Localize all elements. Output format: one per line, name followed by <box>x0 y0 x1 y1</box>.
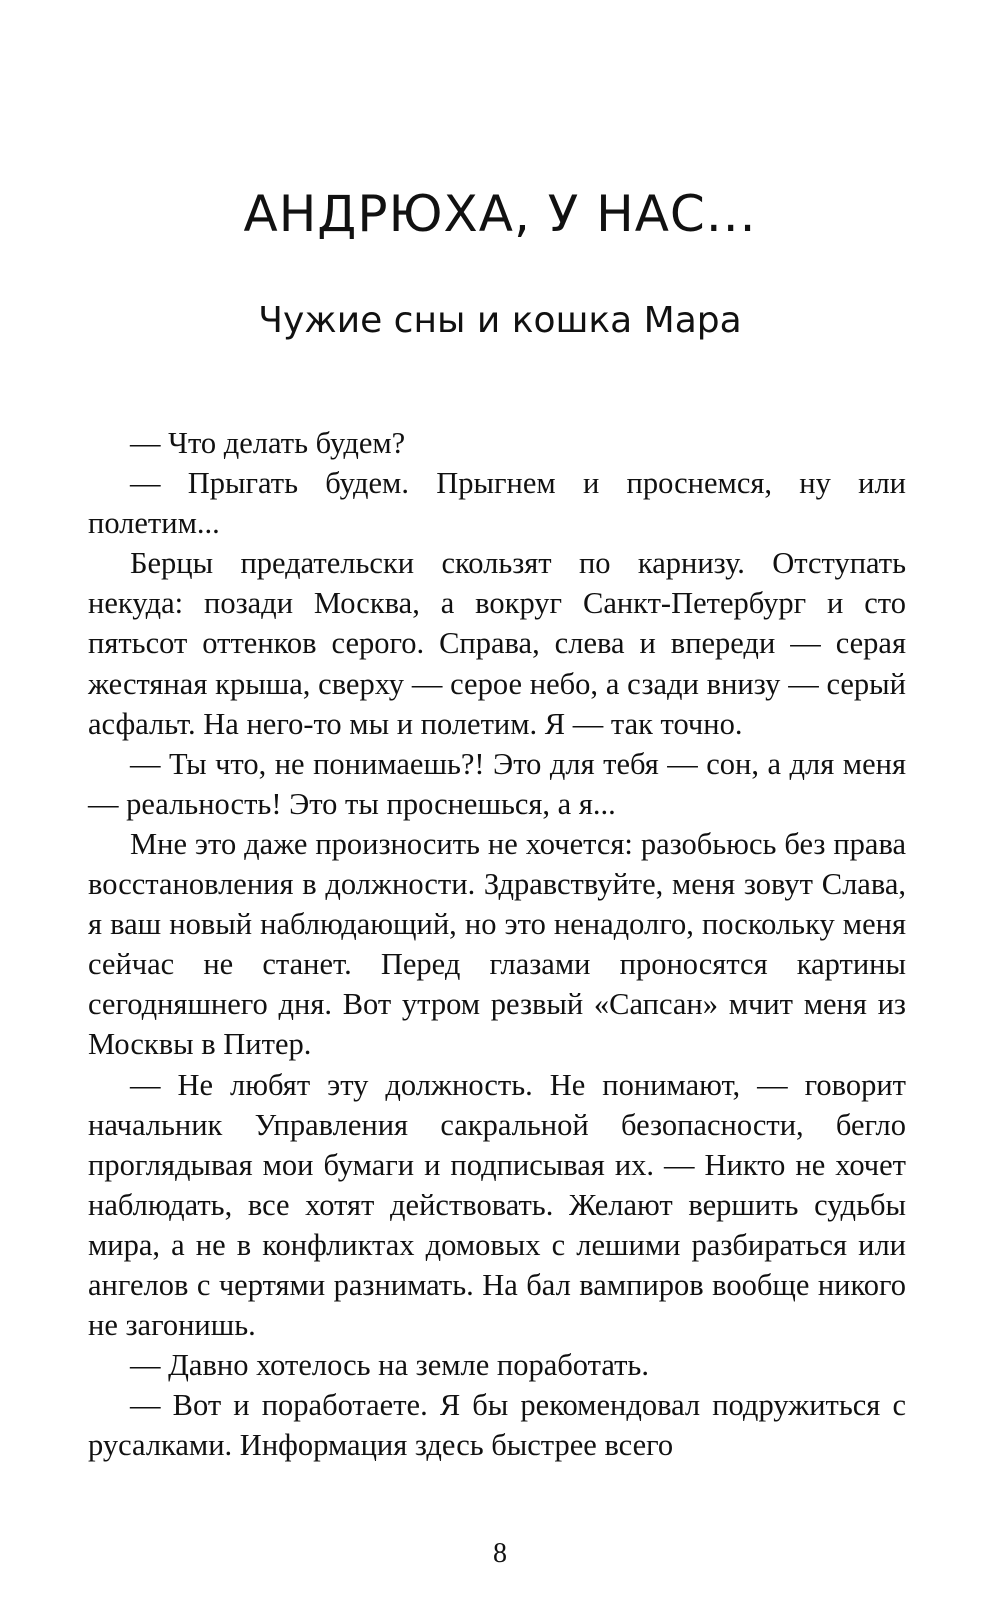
paragraph: — Прыгать будем. Прыгнем и проснемся, ну или полетим... <box>88 466 906 541</box>
paragraph: — Не любят эту должность. Не понимают, — говорит начальник Управления сакральной безопасности, бегло проглядывая мои бумаги и подписывая их. — Никто не хочет наблюдать, все хотят действовать. Желают вершить судьбы мира, а не в конфликтах домовых с лешими разбираться или ангелов с чертями разнимать. На бал вампиров вообще никого не загонишь. <box>88 1067 906 1343</box>
chapter-title: АНДРЮХА, У НАС... <box>243 185 757 243</box>
paragraph: — Ты что, не понимаешь?! Это для тебя — сон, а для меня — реальность! Это ты проснешься, а я... <box>88 746 906 821</box>
paragraph: Берцы предательски скользят по карнизу. Отступать некуда: позади Москва, а вокруг Санкт-Петербург и сто пятьсот оттенков серого. Справа, слева и впереди — серая жестяная крыша, сверху — серое небо, а сзади внизу — серый асфальт. На него-то мы и полетим. Я — так точно. <box>88 546 906 741</box>
paragraph: — Что делать будем? <box>130 426 406 460</box>
paragraph: — Вот и поработаете. Я бы рекомендовал подружиться с русалками. Информация здесь быстрее всего <box>88 1388 906 1463</box>
body-text <box>88 423 906 1465</box>
chapter-subtitle: Чужие сны и кошка Мара <box>258 300 742 341</box>
paragraph: Мне это даже произносить не хочется: разобьюсь без права восстановления в должности. Здравствуйте, меня зовут Слава, я ваш новый наблюдающий, но это ненадолго, поскольку меня сейчас не станет. Перед глазами проносятся картины сегодняшнего дня. Вот утром резвый «Сапсан» мчит меня из Москвы в Питер. <box>88 826 906 1062</box>
paragraph: — Давно хотелось на земле поработать. <box>130 1348 649 1383</box>
page-number: 8 <box>493 1538 507 1569</box>
